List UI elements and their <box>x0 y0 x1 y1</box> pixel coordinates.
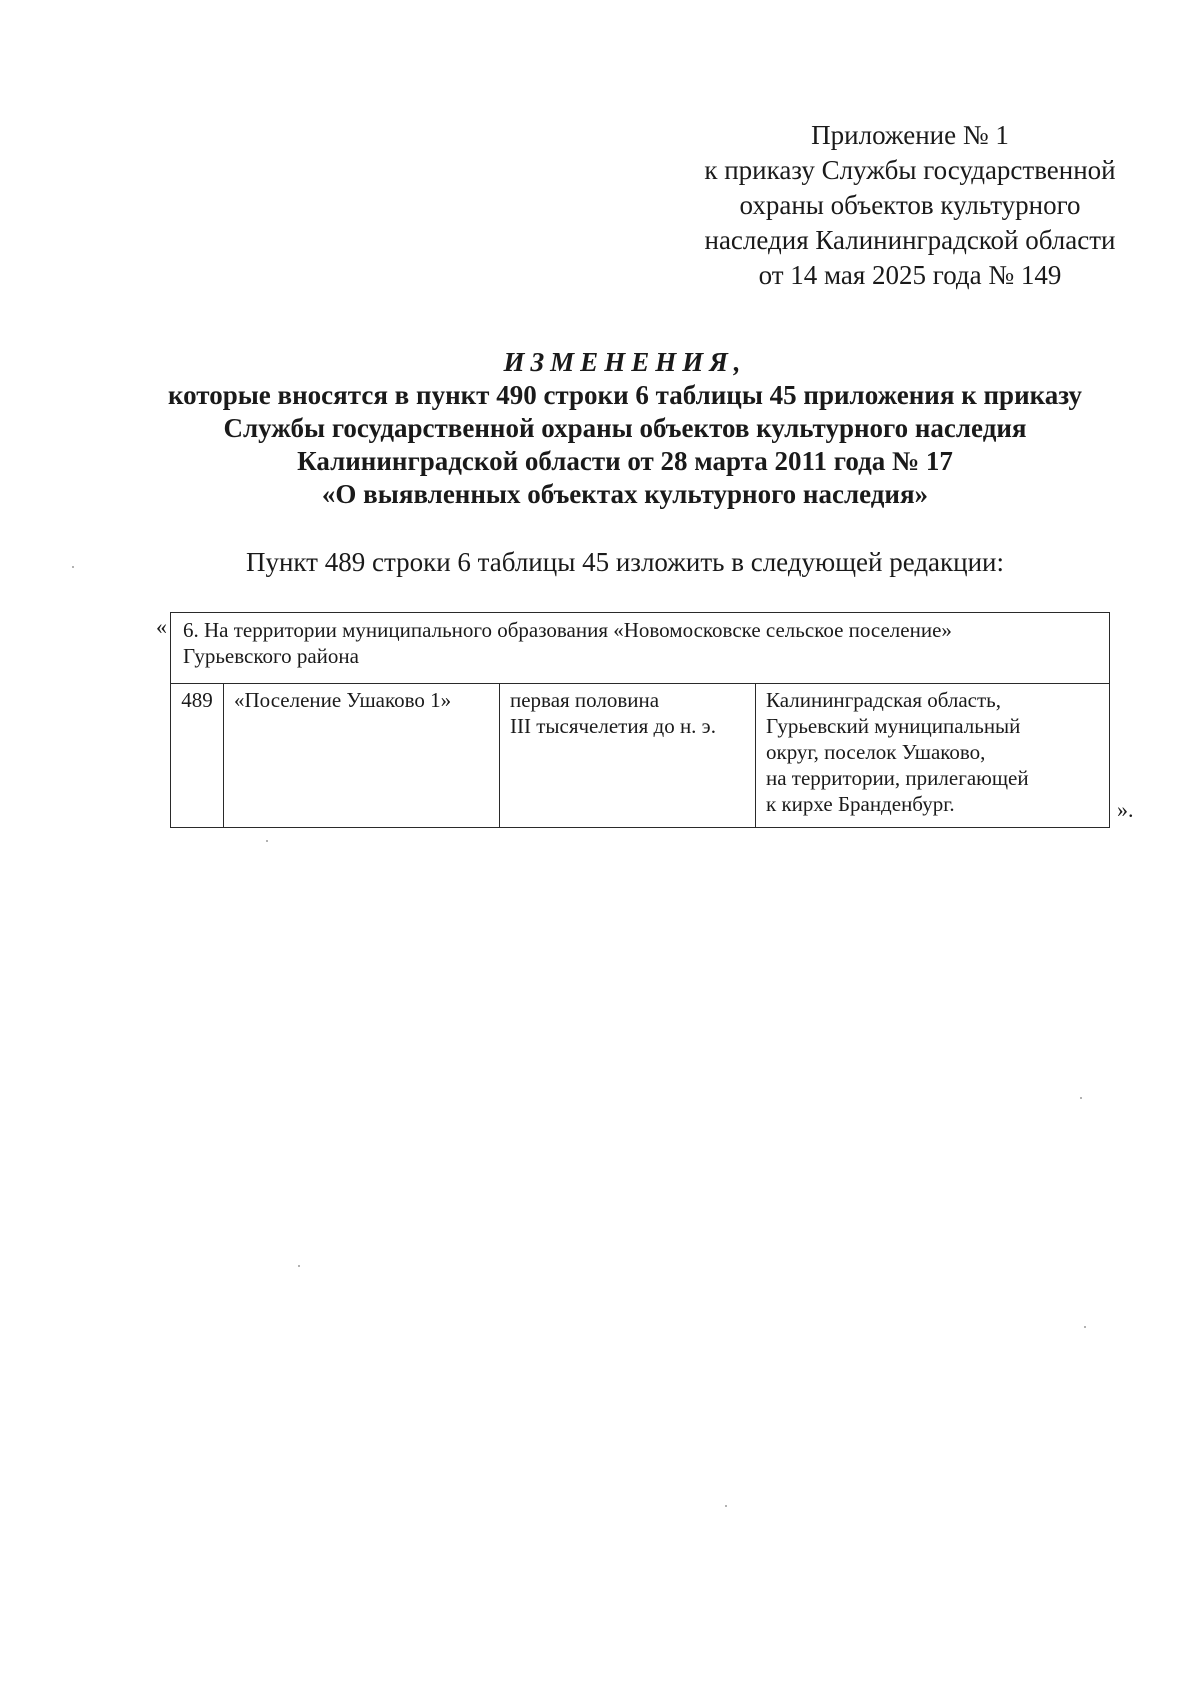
section-cell <box>171 613 1110 684</box>
title-line: Калининградской области от 28 марта 2011 года № 17 <box>297 446 953 476</box>
scan-speck <box>1080 1097 1082 1099</box>
title-line: «О выявленных объектах культурного наследия» <box>321 479 929 509</box>
section-line: 6. На территории муниципального образования «Новомосковске сельское поселение» <box>183 618 952 642</box>
document-title <box>100 346 1150 511</box>
address-line: на территории, прилегающей <box>766 766 1029 790</box>
table-row <box>171 684 1110 828</box>
address-line: к кирхе Бранденбург. <box>766 792 955 816</box>
address-cell <box>756 684 1110 828</box>
closing-quote: ». <box>1117 797 1134 822</box>
address-line: Калининградская область, <box>766 688 1002 712</box>
opening-quote: « <box>156 614 167 639</box>
dating-line: III тысячелетия до н. э. <box>510 714 716 738</box>
title-heading: ИЗМЕНЕНИЯ, <box>503 347 747 377</box>
appendix-line: наследия Калининградской области <box>704 225 1116 255</box>
dating-line: первая половина <box>510 688 660 712</box>
title-line: Службы государственной охраны объектов культурного наследия <box>223 413 1027 443</box>
appendix-block <box>680 118 1140 293</box>
scan-speck <box>266 840 268 842</box>
amendment-table <box>170 612 1110 828</box>
section-row <box>171 613 1110 684</box>
scan-speck <box>1084 1326 1086 1328</box>
appendix-line: к приказу Службы государственной <box>704 155 1116 185</box>
title-line: которые вносятся в пункт 490 строки 6 таблицы 45 приложения к приказу <box>167 380 1083 410</box>
instruction-text: Пункт 489 строки 6 таблицы 45 изложить в следующей редакции: <box>245 547 1005 577</box>
object-name-cell: «Поселение Ушаково 1» <box>224 684 500 828</box>
scan-speck <box>298 1265 300 1267</box>
address-line: округ, поселок Ушаково, <box>766 740 986 764</box>
section-line: Гурьевского района <box>183 644 359 668</box>
address-line: Гурьевский муниципальный <box>766 714 1021 738</box>
appendix-line: Приложение № 1 <box>811 120 1009 150</box>
scan-speck <box>725 1505 727 1507</box>
appendix-line: от 14 мая 2025 года № 149 <box>758 260 1062 290</box>
appendix-line: охраны объектов культурного <box>739 190 1081 220</box>
scan-speck <box>72 566 74 568</box>
dating-cell <box>500 684 756 828</box>
item-number-cell: 489 <box>171 684 224 828</box>
